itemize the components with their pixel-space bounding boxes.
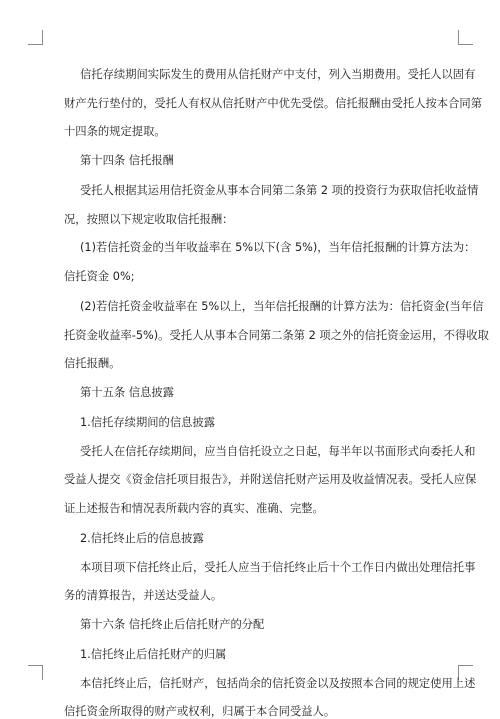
paragraph-line: (1)若信托资金的当年收益率在 5%以下(含 5%)，当年信托报酬的计算方法为： bbox=[80, 241, 476, 254]
paragraph-line: 信托资金所取得的财产或权利，归属于本合同受益人。 bbox=[64, 705, 336, 718]
paragraph-line: 况，按照以下规定收取信托报酬： bbox=[64, 212, 234, 226]
paragraph-line: 信托报酬。 bbox=[64, 357, 121, 370]
paragraph-line: 信托存续期间实际发生的费用从信托财产中支付，列入当期费用。受托人以固有 bbox=[80, 68, 476, 81]
section-heading: 第十四条 信托报酬 bbox=[80, 153, 174, 167]
paragraph-line: 务的清算报告，并送达受益人。 bbox=[64, 589, 223, 602]
subsection-heading: 2.信托终止后的信息披露 bbox=[80, 532, 204, 545]
section-heading: 第十五条 信息披露 bbox=[80, 385, 174, 399]
subsection-heading: 1.信托终止后信托财产的归属 bbox=[80, 648, 227, 661]
subsection-heading: 1.信托存续期间的信息披露 bbox=[80, 416, 216, 429]
crop-mark-top-left bbox=[28, 30, 43, 45]
paragraph-line: 信托资金 0%; bbox=[64, 269, 135, 283]
crop-mark-bottom-left bbox=[28, 665, 43, 680]
paragraph-line: 受益人提交《资金信托项目报告》，并附送信托财产运用及收益情况表。受托人应保 bbox=[64, 473, 477, 486]
paragraph-line: 证上述报告和情况表所载内容的真实、准确、完整。 bbox=[64, 501, 324, 515]
paragraph-line: 十四条的规定提取。 bbox=[64, 125, 166, 138]
crop-mark-top-right bbox=[458, 30, 473, 45]
section-heading: 第十六条 信托终止后信托财产的分配 bbox=[80, 617, 265, 631]
paragraph-line: 财产先行垫付的，受托人有权从信托财产中优先受偿。信托报酬由受托人按本合同第 bbox=[64, 96, 482, 110]
paragraph-line: 本项目项下信托终止后，受托人应当于信托终止后十个工作日内做出处理信托事 bbox=[80, 560, 476, 574]
paragraph-line: 托资金收益率-5%)。受托人从事本合同第二条第 2 项之外的信托资金运用，不得收取 bbox=[64, 328, 489, 342]
paragraph-line: 本信托终止后，信托财产，包括尚余的信托资金以及按照本合同的规定使用上述 bbox=[80, 676, 476, 690]
paragraph-line: 受托人在信托存续期间，应当自信托设立之日起，每半年以书面形式向委托人和 bbox=[80, 444, 476, 458]
paragraph-line: (2)若信托资金收益率在 5%以上，当年信托报酬的计算方法为：信托资金(当年信 bbox=[80, 300, 484, 313]
document-body bbox=[64, 67, 489, 719]
paragraph-line: 受托人根据其运用信托资金从事本合同第二条第 2 项的投资行为获取信托收益情 bbox=[80, 184, 479, 197]
